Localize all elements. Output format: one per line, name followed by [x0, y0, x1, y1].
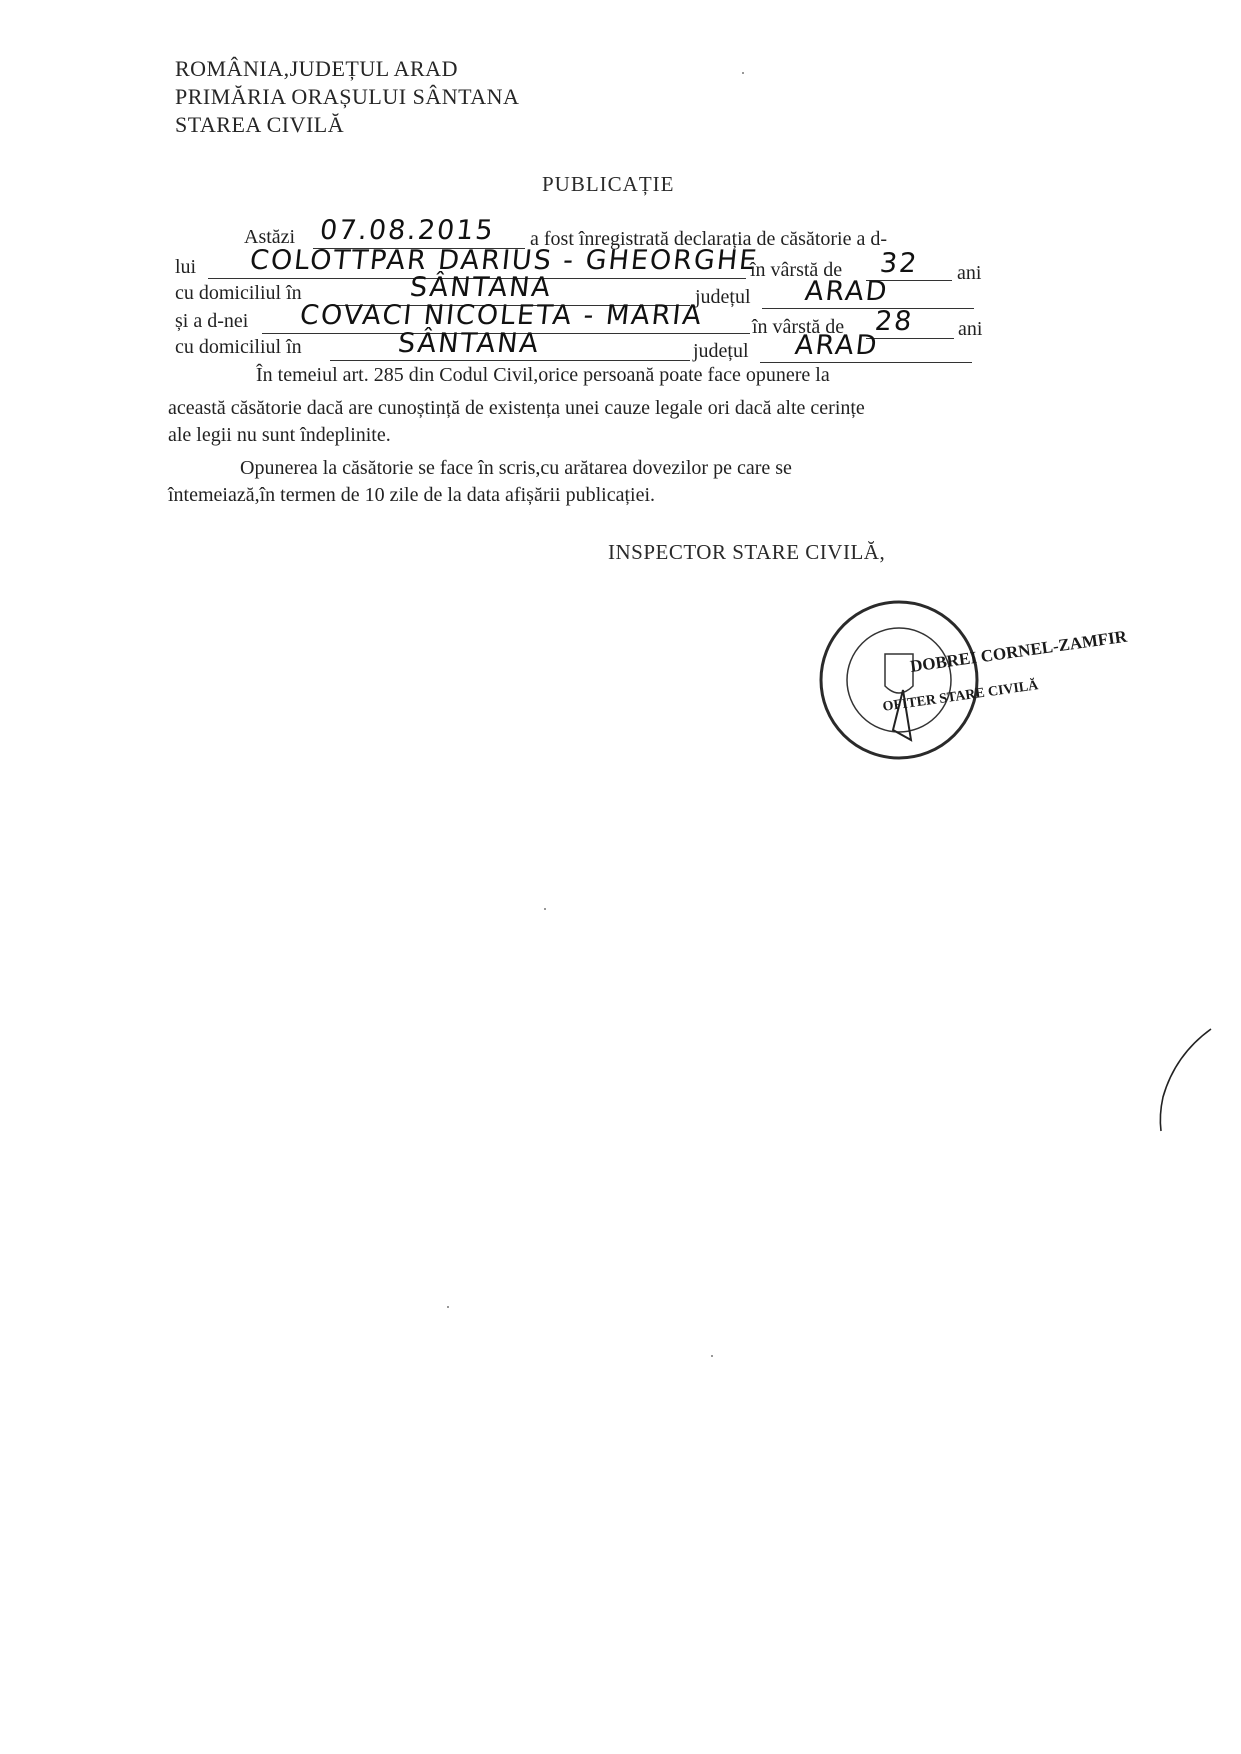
scan-speck [742, 72, 744, 74]
astazi-label: Astăzi [244, 226, 296, 248]
bride-county-handwritten: ARAD [793, 330, 881, 361]
scan-speck [544, 908, 546, 910]
inspector-title: INSPECTOR STARE CIVILĂ, [608, 540, 886, 564]
scan-speck [447, 1306, 449, 1308]
date-handwritten: 07.08.2015 [318, 215, 497, 246]
margin-pen-stroke [1155, 1025, 1215, 1135]
header-country-county: ROMÂNIA,JUDEȚUL ARAD [175, 56, 458, 81]
bride-age-label: în vârstă de [752, 316, 845, 338]
scan-speck [711, 1355, 713, 1357]
bride-county-label: județul [693, 340, 749, 362]
bride-name-handwritten: COVACI NICOLETA - MARIA [298, 300, 705, 331]
legal-paragraph-line-3: ale legii nu sunt îndeplinite. [168, 424, 391, 446]
groom-age-handwritten: 32 [878, 248, 920, 279]
header-city-hall: PRIMĂRIA ORAȘULUI SÂNTANA [175, 84, 520, 109]
lui-label: lui [175, 256, 197, 278]
groom-age-label: în vârstă de [750, 259, 843, 281]
bride-label: și a d-nei [175, 310, 249, 332]
groom-city-handwritten: SÂNTANA [408, 272, 554, 303]
stamp-seal-graphic [793, 590, 1129, 776]
page-title: PUBLICAȚIE [542, 172, 675, 196]
groom-name-handwritten: COLOTTPAR DARIUS - GHEORGHE [248, 245, 760, 276]
stamp-name: DOBREI CORNEL-ZAMFIR [908, 626, 1129, 676]
bride-domicile-label: cu domiciliul în [175, 336, 302, 358]
opposition-paragraph-line-1: Opunerea la căsătorie se face în scris,cu arătarea dovezilor pe care se [240, 457, 792, 479]
groom-county-underline [762, 308, 974, 309]
bride-ani-label: ani [958, 318, 983, 340]
groom-domicile-label: cu domiciliul în [175, 282, 302, 304]
groom-county-label: județul [695, 286, 751, 308]
declaration-text: a fost înregistrată declarația de căsătorie a d- [530, 228, 888, 250]
stamp-title: OFITER STARE CIVILĂ [881, 678, 1040, 715]
bride-age-handwritten: 28 [873, 306, 915, 337]
bride-county-underline [760, 362, 972, 363]
official-stamp [793, 590, 1129, 776]
bride-city-handwritten: SÂNTANA [396, 328, 542, 359]
header-department: STAREA CIVILĂ [175, 112, 345, 137]
groom-county-handwritten: ARAD [803, 276, 891, 307]
legal-paragraph-line-1: În temeiul art. 285 din Codul Civil,orice persoană poate face opunere la [256, 364, 830, 386]
bride-city-underline [330, 360, 690, 361]
bride-age-underline [866, 338, 954, 339]
legal-paragraph-line-2: această căsătorie dacă are cunoștință de existența unei cauze legale ori dacă alte cerințe [168, 397, 865, 419]
groom-ani-label: ani [957, 262, 982, 284]
opposition-paragraph-line-2: întemeiază,în termen de 10 zile de la data afișării publicației. [168, 484, 656, 506]
